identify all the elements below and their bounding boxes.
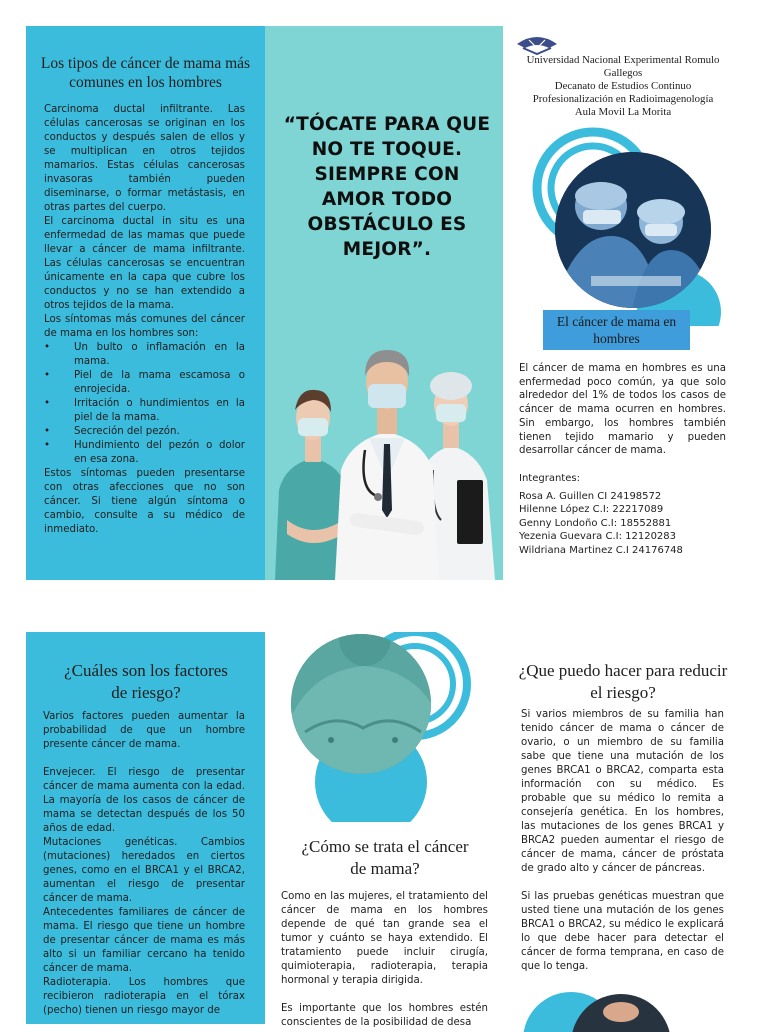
paragraph: Antecedentes familiares de cáncer de mama. El riesgo que tiene un hombre de presentar cáncer de mama es más alto si un familiar cercano ha tenido cáncer de mama.	[43, 907, 245, 974]
male-chest-image	[265, 632, 503, 822]
symptom-text: Piel de la mama escamosa o enrojecida.	[74, 370, 245, 395]
program-name: Profesionalización en Radioimagenología	[532, 93, 714, 105]
campaign-quote	[283, 112, 491, 262]
paragraph: Radioterapia. Los hombres que recibieron radioterapia en el tórax (pecho) tienen un riesgo mayor de	[43, 977, 245, 1016]
bullet-mark: •	[44, 370, 51, 381]
member-item: Genny Londoño C.I: 18552881	[519, 517, 672, 529]
symptom-item	[44, 397, 245, 425]
types-text	[44, 103, 245, 537]
medical-team-illustration	[265, 320, 503, 580]
paragraph: Mutaciones genéticas. Cambios (mutaciones) heredados en ciertos genes, como en el BRCA1 y el BRCA2, aumentan el riesgo de presentar cáncer de mama.	[43, 837, 245, 904]
paragraph: Estos síntomas pueden presentarse con otras afecciones que no son cáncer. Si tiene algún síntoma o cambio, consulte a su médico de inmediato.	[44, 468, 245, 535]
symptom-text: Hundimiento del pezón o dolor en esa zona.	[74, 440, 245, 465]
panel-title-risk: ¿Cuáles son los factores de riesgo?	[64, 661, 228, 702]
bullet-mark: •	[44, 440, 51, 451]
section-label-box	[543, 310, 690, 350]
faculty-name: Decanato de Estudios Continuo	[554, 80, 692, 92]
university-name: Universidad Nacional Experimental Romulo Gallegos	[526, 54, 720, 79]
paragraph: Varios factores pueden aumentar la probabilidad de que un hombre presente cáncer de mama.	[43, 711, 245, 750]
university-logo-icon	[515, 34, 559, 56]
paragraph: Es importante que los hombres estén conscientes de la posibilidad de desa	[281, 1003, 488, 1028]
symptom-item	[44, 425, 245, 439]
bullet-mark: •	[44, 426, 51, 437]
members-list	[519, 472, 729, 557]
panel-treatment	[265, 632, 503, 1028]
symptom-text: Secreción del pezón.	[74, 426, 180, 437]
surgeons-image	[531, 126, 731, 326]
bullet-mark: •	[44, 342, 51, 353]
treatment-text	[281, 890, 488, 1030]
section-label: El cáncer de mama en hombres	[556, 314, 677, 346]
bullet-mark: •	[44, 398, 51, 409]
panel-risk-reduction	[503, 632, 742, 1024]
member-item: Wildriana Martinez C.I 24176748	[519, 544, 683, 556]
quote-emphasis: “TÓCATE	[283, 114, 378, 135]
doctor-center-figure	[335, 350, 439, 580]
panel-title-treatment: ¿Cómo se trata el cáncer de mama?	[301, 837, 469, 878]
panel-risk-factors	[26, 632, 265, 1024]
paragraph: Como en las mujeres, el tratamiento del cáncer de mama en los hombres depende de qué tan grande sea el tumor y cuánto se haya extendido. El tratamiento puede incluir cirugía, quimioterapia, radioterapia, terapia hormonal y terapia dirigida.	[281, 891, 488, 986]
panel-title-types: Los tipos de cáncer de mama más comunes en los hombres	[40, 55, 251, 91]
university-header	[517, 54, 729, 119]
paragraph: Si las pruebas genéticas muestran que usted tiene una mutación de los genes BRCA1 o BRCA2, su médico le explicará lo que debe hacer para detectar el cáncer de forma temprana, en caso de que lo tenga.	[521, 891, 724, 972]
panel-types-of-cancer	[26, 26, 265, 580]
paragraph: Los síntomas más comunes del cáncer de mama en los hombres son:	[44, 314, 245, 339]
panel-title-reduce: ¿Que puedo hacer para reducir el riesgo?	[518, 661, 728, 702]
risk-text	[43, 710, 245, 1018]
classroom-name: Aula Movil La Morita	[574, 106, 672, 118]
symptom-text: Irritación o hundimientos en la piel de la mama.	[74, 398, 245, 423]
member-item: Hilenne López C.I: 22217089	[519, 504, 664, 515]
member-item: Yezenia Guevara C.I: 12120283	[519, 531, 677, 542]
members-title: Integrantes:	[519, 473, 580, 484]
paragraph: El carcinoma ductal in situ es una enfermedad de las mamas que puede llevar a cáncer de mama infiltrante. Las células cancerosas se encuentran únicamente en la capa que cubre los conductos y no se han extendido a otros tejidos de la mama.	[44, 216, 245, 311]
paragraph: Envejecer. El riesgo de presentar cáncer de mama aumenta con la edad. La mayoría de los casos de cáncer de mama se detectan después de los 50 años de edad.	[43, 767, 245, 834]
panel-cover	[503, 26, 742, 580]
symptom-item	[44, 341, 245, 369]
symptom-text: Un bulto o inflamación en la mama.	[74, 342, 245, 367]
reduce-text	[521, 708, 724, 974]
symptom-item	[44, 369, 245, 397]
member-item: Rosa A. Guillen CI 24198572	[519, 490, 662, 502]
paragraph: Si varios miembros de su familia han tenido cáncer de mama o cáncer de ovario, o un miembro de su familia sabe que tiene una mutación de los genes BRCA1 o BRCA2, comparta esta información con su médico. Es probable que su médico lo remita a consejería genética. En los hombres, las mutaciones de los genes BRCA1 y BRCA2 pueden aumentar el riesgo de cáncer de mama, cáncer de próstata de grado alto y cáncer de páncreas.	[521, 709, 724, 874]
intro-text: El cáncer de mama en hombres es una enfermedad poco común, ya que solo alrededor del 1% de todos los casos de cáncer de mama ocurren en hombres. Sin embargo, los hombres también tienen tejido mamario y pueden desarrollar cáncer de mama.	[519, 363, 726, 457]
bottom-photo-image	[521, 982, 681, 1032]
panel-quote	[265, 26, 503, 580]
paragraph: Carcinoma ductal infiltrante. Las células cancerosas se originan en los conductos y después salen de ellos y se multiplican en otros tejidos mamarios. Estas células cancerosas invasoras también pueden diseminarse, o formar metástasis, en otras partes del cuerpo.	[44, 104, 245, 213]
symptom-item	[44, 439, 245, 467]
quote-text: PARA QUE NO TE TOQUE. SIEMPRE CON AMOR TODO OBSTÁCULO ES MEJOR”.	[307, 114, 491, 260]
